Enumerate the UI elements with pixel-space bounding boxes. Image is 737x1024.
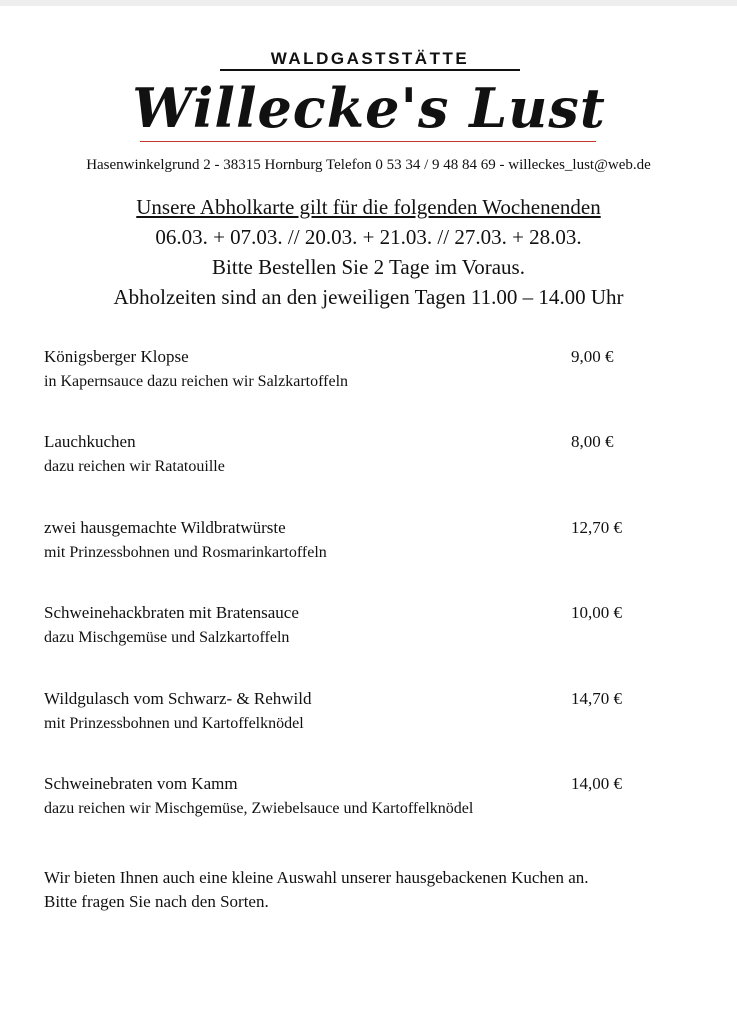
menu-item-description: dazu reichen wir Mischgemüse, Zwiebelsauce und Kartoffelknödel <box>44 799 474 817</box>
contact-line: Hasenwinkelgrund 2 - 38315 Hornburg Telefon 0 53 34 / 9 48 84 69 - willeckes_lust@web.de <box>86 157 651 173</box>
brand-logo: Willecke's Lust <box>132 76 606 140</box>
footer-note <box>44 866 704 914</box>
menu-item-description: dazu Mischgemüse und Salzkartoffeln <box>44 629 290 647</box>
menu-item <box>44 516 694 601</box>
menu-item-name: zwei hausgemachte Wildbratwürste <box>44 517 286 537</box>
menu-item-price: 14,00 € <box>571 773 622 793</box>
intro-headline: Unsere Abholkarte gilt für die folgenden Wochenenden <box>136 195 601 219</box>
menu-item-name: Lauchkuchen <box>44 432 136 452</box>
menu-item-name: Schweinehackbraten mit Bratensauce <box>44 603 299 623</box>
top-bar <box>0 0 737 6</box>
menu-item <box>44 687 694 772</box>
menu-item <box>44 430 694 515</box>
intro-order-note: Bitte Bestellen Sie 2 Tage im Voraus. <box>212 255 525 279</box>
brand-divider <box>220 69 520 71</box>
intro-block <box>0 192 737 312</box>
footer-line-1: Wir bieten Ihnen auch eine kleine Auswahl unserer hausgebackenen Kuchen an. <box>44 868 589 887</box>
footer-line-2: Bitte fragen Sie nach den Sorten. <box>44 892 269 911</box>
menu-item-price: 12,70 € <box>571 517 622 537</box>
menu-item-name: Schweinebraten vom Kamm <box>44 773 238 793</box>
menu-item-price: 14,70 € <box>571 688 622 708</box>
menu-item <box>44 345 694 430</box>
menu-item-price: 10,00 € <box>571 603 622 623</box>
menu-item-name: Königsberger Klopse <box>44 347 189 366</box>
menu-item-price: 8,00 € <box>571 432 614 452</box>
menu-item <box>44 772 694 857</box>
brand-underline <box>140 141 596 142</box>
menu-item-description: mit Prinzessbohnen und Kartoffelknödel <box>44 714 304 732</box>
menu-item-description: mit Prinzessbohnen und Rosmarinkartoffeln <box>44 543 327 561</box>
menu-item-price: 9,00 € <box>571 347 614 366</box>
brand-subtitle: WALDGASTSTÄTTE <box>270 49 470 68</box>
intro-pickup-times: Abholzeiten sind an den jeweiligen Tagen 11.00 – 14.00 Uhr <box>113 285 624 309</box>
menu-item <box>44 601 694 686</box>
intro-dates: 06.03. + 07.03. // 20.03. + 21.03. // 27.03. + 28.03. <box>155 225 582 249</box>
menu-item-description: in Kapernsauce dazu reichen wir Salzkartoffeln <box>44 373 349 390</box>
menu-item-name: Wildgulasch vom Schwarz- & Rehwild <box>44 688 312 708</box>
menu-list <box>44 345 694 857</box>
menu-item-description: dazu reichen wir Ratatouille <box>44 458 225 476</box>
